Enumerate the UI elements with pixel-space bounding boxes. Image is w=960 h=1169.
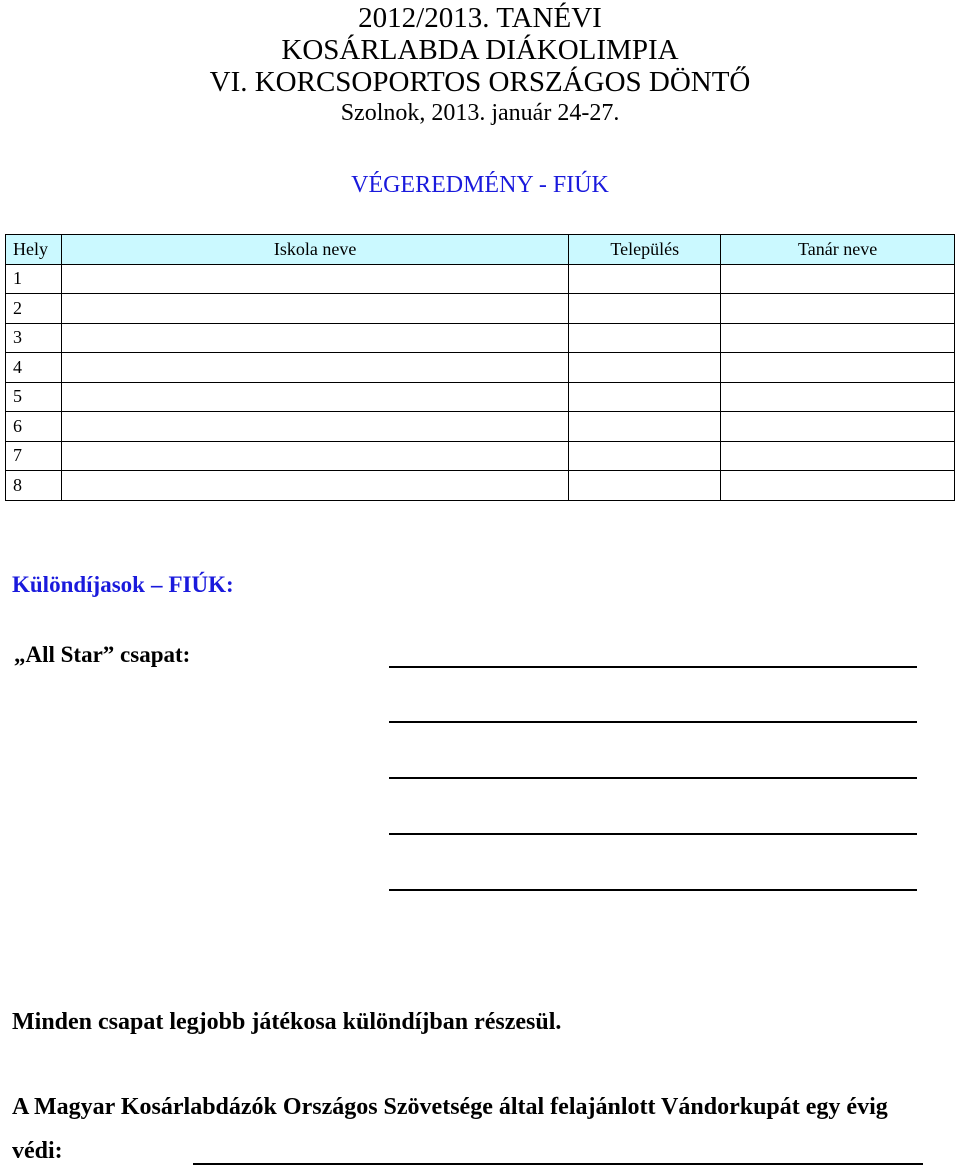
school-cell[interactable] — [61, 353, 568, 383]
teacher-cell[interactable] — [721, 294, 955, 324]
school-cell[interactable] — [61, 294, 568, 324]
table-row — [6, 323, 955, 353]
teacher-cell[interactable] — [721, 264, 955, 294]
results-table — [5, 234, 955, 501]
all-star-entry-line[interactable] — [389, 833, 917, 835]
table-row — [6, 264, 955, 294]
school-cell[interactable] — [61, 441, 568, 471]
school-cell[interactable] — [61, 382, 568, 412]
school-cell[interactable] — [61, 264, 568, 294]
table-row — [6, 441, 955, 471]
special-awards-group: FIÚK: — [168, 572, 234, 597]
place-cell: 6 — [6, 412, 62, 442]
table-row — [6, 294, 955, 324]
place-cell: 7 — [6, 441, 62, 471]
teacher-cell[interactable] — [721, 323, 955, 353]
teacher-cell[interactable] — [721, 353, 955, 383]
results-title: VÉGEREDMÉNY - FIÚK — [351, 172, 609, 198]
trophy-text: A Magyar Kosárlabdázók Országos Szövetsége által felajánlott Vándorkupát egy évig — [12, 1094, 888, 1120]
teacher-cell[interactable] — [721, 471, 955, 501]
special-awards-dash: – — [150, 572, 163, 597]
trophy-holder-label: védi: — [12, 1138, 63, 1164]
table-row — [6, 382, 955, 412]
town-cell[interactable] — [569, 412, 721, 442]
place-cell: 3 — [6, 323, 62, 353]
table-row — [6, 471, 955, 501]
trophy-holder-entry-line[interactable] — [193, 1163, 923, 1165]
all-star-label: „All Star” csapat: — [14, 642, 191, 667]
final-title: VI. KORCSOPORTOS ORSZÁGOS DÖNTŐ — [209, 66, 751, 98]
town-cell[interactable] — [569, 471, 721, 501]
place-cell: 2 — [6, 294, 62, 324]
document-header — [0, 2, 960, 128]
town-cell[interactable] — [569, 353, 721, 383]
special-awards-heading — [12, 572, 234, 598]
all-star-entry-line[interactable] — [389, 777, 917, 779]
results-header-row — [6, 235, 955, 265]
competition-title: KOSÁRLABDA DIÁKOLIMPIA — [281, 34, 679, 66]
column-header-teacher: Tanár neve — [721, 235, 955, 265]
school-year-title: 2012/2013. TANÉVI — [358, 2, 602, 34]
column-header-place: Hely — [6, 235, 62, 265]
table-row — [6, 353, 955, 383]
best-player-note: Minden csapat legjobb játékosa különdíjban részesül. — [12, 1009, 562, 1035]
teacher-cell[interactable] — [721, 382, 955, 412]
place-cell: 4 — [6, 353, 62, 383]
teacher-cell[interactable] — [721, 441, 955, 471]
special-awards-label: Különdíjasok — [12, 572, 145, 597]
column-header-school: Iskola neve — [61, 235, 568, 265]
table-row — [6, 412, 955, 442]
column-header-town: Település — [569, 235, 721, 265]
town-cell[interactable] — [569, 323, 721, 353]
town-cell[interactable] — [569, 382, 721, 412]
teacher-cell[interactable] — [721, 412, 955, 442]
location-date: Szolnok, 2013. január 24-27. — [340, 100, 620, 126]
all-star-entry-line[interactable] — [389, 666, 917, 668]
school-cell[interactable] — [61, 471, 568, 501]
town-cell[interactable] — [569, 441, 721, 471]
town-cell[interactable] — [569, 294, 721, 324]
place-cell: 1 — [6, 264, 62, 294]
all-star-entry-line[interactable] — [389, 889, 917, 891]
place-cell: 8 — [6, 471, 62, 501]
place-cell: 5 — [6, 382, 62, 412]
school-cell[interactable] — [61, 412, 568, 442]
school-cell[interactable] — [61, 323, 568, 353]
town-cell[interactable] — [569, 264, 721, 294]
all-star-entry-line[interactable] — [389, 721, 917, 723]
